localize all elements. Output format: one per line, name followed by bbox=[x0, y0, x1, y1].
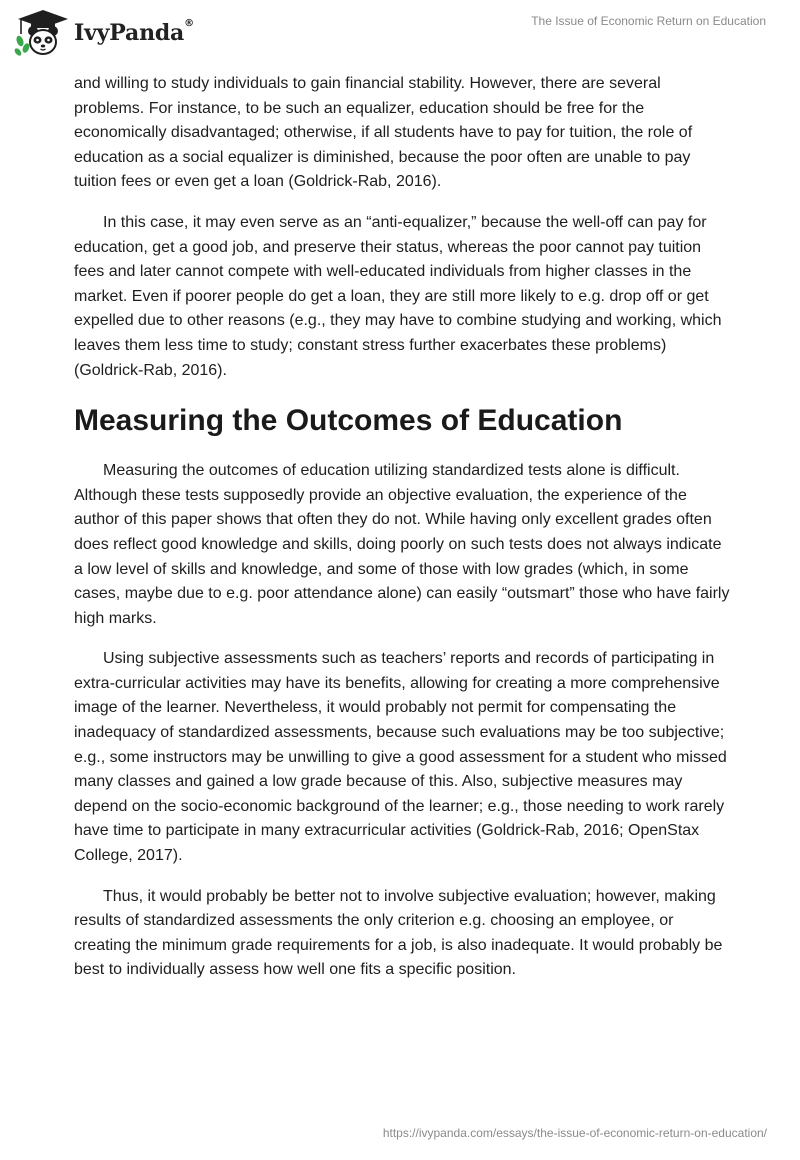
ivypanda-logo[interactable] bbox=[14, 8, 194, 58]
paragraph: Using subjective assessments such as teachers’ reports and records of participating in extra-curricular activities may have its benefits, allowing for creating a more comprehensive image of the learner. Nevertheless, it would probably not permit for compensating the inadequacy of standardized assessments, because such evaluations may be too subjective; e.g., some instructors may be unwilling to give a good assessment for a student who missed many classes and gained a low grade because of this. Also, subjective measures may depend on the socio-economic background of the learner; e.g., those needing to work rarely have time to participate in many extracurricular activities (Goldrick-Rab, 2016; OpenStax College, 2017). bbox=[74, 650, 727, 865]
brand-name bbox=[74, 20, 194, 46]
document-title: The Issue of Economic Return on Education bbox=[531, 14, 766, 28]
page-header bbox=[0, 0, 800, 66]
section-heading: Measuring the Outcomes of Education bbox=[74, 404, 623, 438]
essay-content bbox=[74, 72, 734, 999]
brand-text: IvyPanda bbox=[74, 20, 185, 46]
paragraph: Measuring the outcomes of education utilizing standardized tests alone is difficult. Although these tests supposedly provide an objective evaluation, the experience of the author of this paper shows that often they do not. While having only excellent grades often does reflect good knowledge and skills, doing poorly on such tests does not always indicate a low level of skills and knowledge, and some of those with low grades (which, in some cases, maybe due to e.g. poor attendance alone) can easily “outsmart” those who have fairly high marks. bbox=[74, 462, 730, 627]
registered-mark: ® bbox=[184, 18, 194, 29]
panda-graduate-icon bbox=[14, 8, 72, 58]
paragraph: and willing to study individuals to gain financial stability. However, there are several problems. For instance, to be such an equalizer, education should be free for the economically disadvantaged; otherwise, if all students have to pay for tuition, the role of education as a social equalizer is diminished, because the poor often are unable to pay tuition fees or even get a loan (Goldrick-Rab, 2016). bbox=[74, 75, 693, 191]
source-url[interactable]: https://ivypanda.com/essays/the-issue-of-economic-return-on-education/ bbox=[382, 1126, 767, 1140]
paragraph: In this case, it may even serve as an “anti-equalizer,” because the well-off can pay for education, get a good job, and preserve their status, whereas the poor cannot pay tuition fees and later cannot compete with well-educated individuals from higher classes in the market. Even if poorer people do get a loan, they are still more likely to e.g. drop off or get expelled due to other reasons (e.g., they may have to combine studying and working, which leaves them less time to study; constant stress further exacerbates these problems) (Goldrick-Rab, 2016). bbox=[74, 213, 722, 379]
paragraph: Thus, it would probably be better not to involve subjective evaluation; however, making results of standardized assessments the only criterion e.g. choosing an employee, or creating the minimum grade requirements for a job, is also inadequate. It would probably be best to individually assess how well one fits a specific position. bbox=[74, 887, 723, 979]
